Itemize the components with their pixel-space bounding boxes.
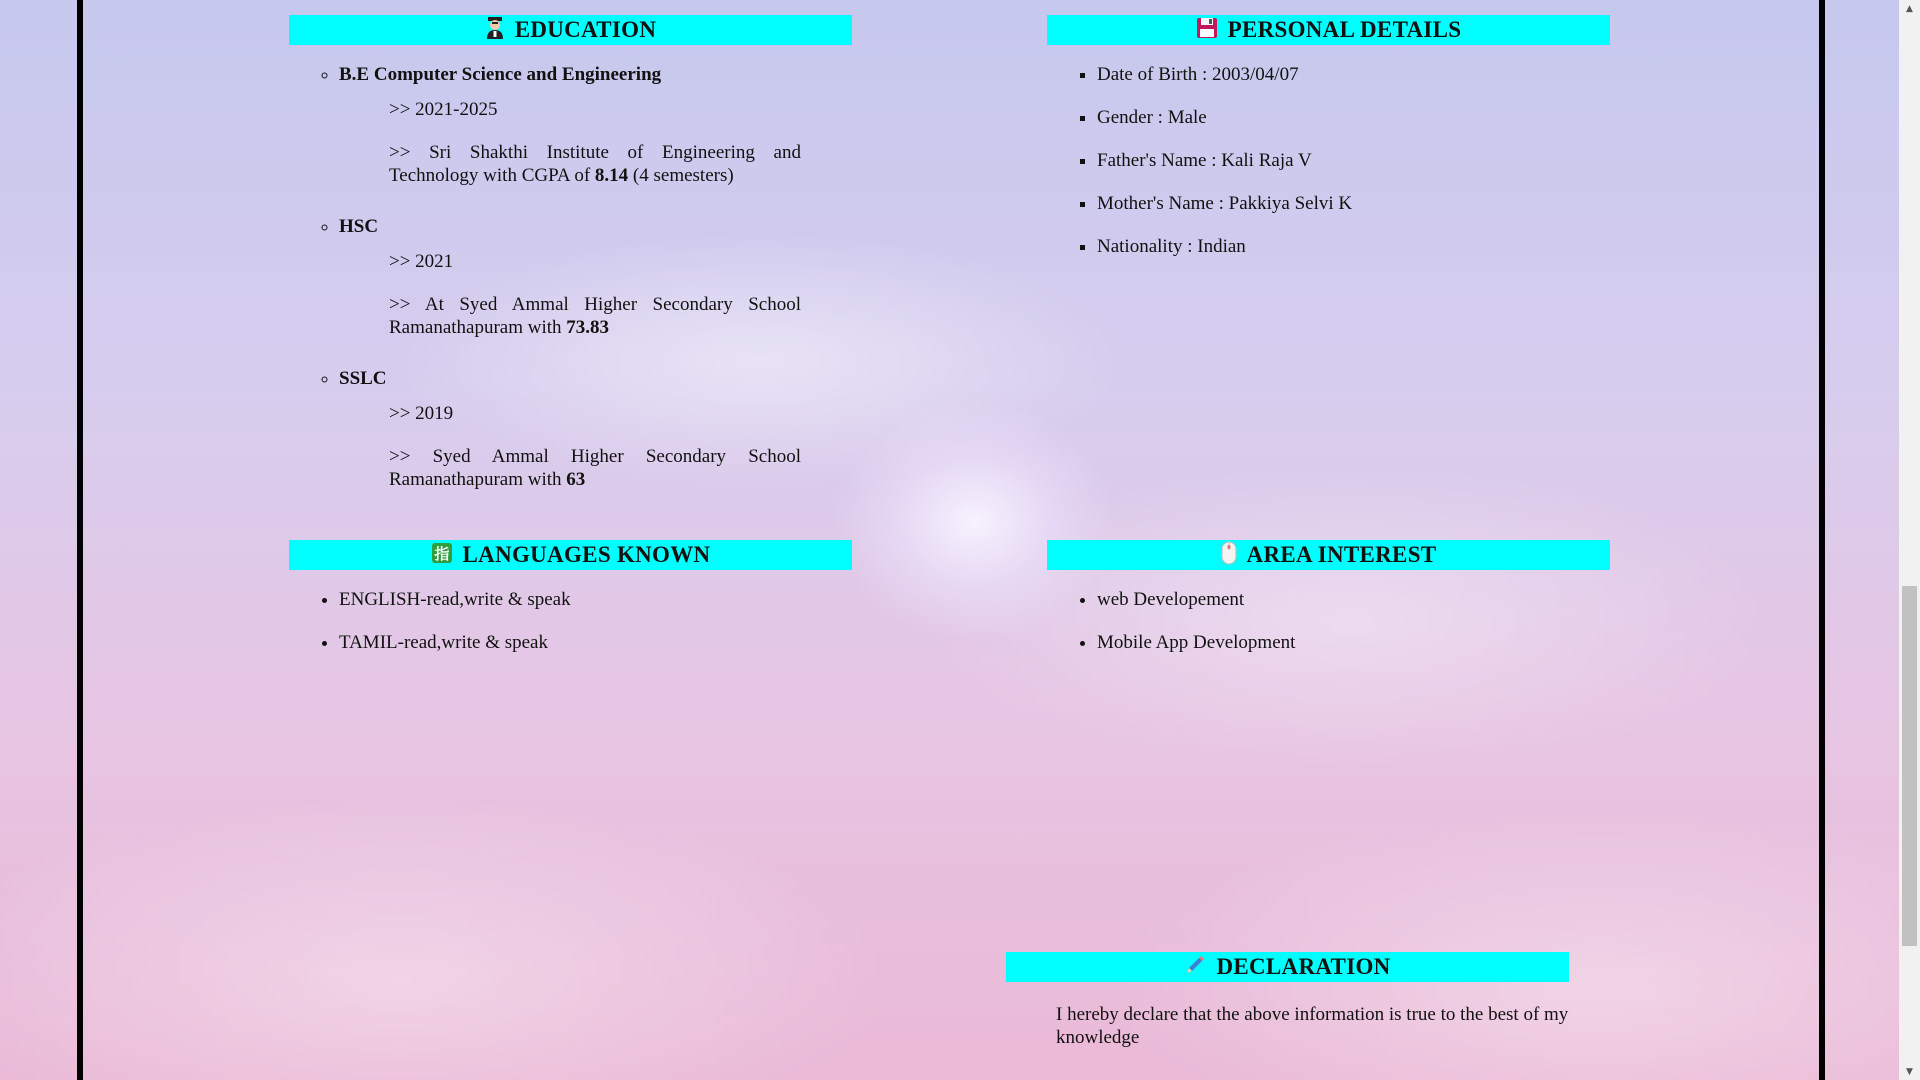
languages-title: LANGUAGES KNOWN <box>462 542 711 567</box>
language-item: • TAMIL-read,write & speak <box>339 623 852 666</box>
education-section <box>289 15 852 511</box>
vertical-scrollbar[interactable] <box>1899 0 1920 1080</box>
education-item-score: 8.14 <box>594 165 629 186</box>
declaration-header <box>1006 952 1569 982</box>
education-item-years: >> 2021 <box>389 251 454 272</box>
svg-text:指: 指 <box>433 544 450 563</box>
education-header <box>289 15 852 45</box>
scrollbar-thumb[interactable] <box>1902 586 1917 946</box>
area-interest-header <box>1047 540 1610 570</box>
graduate-icon <box>485 16 505 45</box>
education-item-score: 73.83 <box>566 317 610 338</box>
education-item-detail: >> At Syed Ammal Higher Secondary School Ramanathapuram with 73.83 <box>389 294 801 338</box>
education-item-detail: >> Syed Ammal Higher Secondary School Ramanathapuram with 63 <box>389 446 801 490</box>
languages-header <box>289 540 852 570</box>
education-item-title: ◦ HSC <box>339 216 379 237</box>
floppy-disk-icon <box>1196 17 1218 44</box>
education-item-detail: >> Sri Shakthi Institute of Engineering and Technology with CGPA of 8.14 (4 semesters) <box>389 142 801 186</box>
personal-details-section <box>1047 15 1610 270</box>
personal-detail-item: ▪ Date of Birth : 2003/04/07 <box>1097 55 1610 98</box>
education-item <box>339 359 852 491</box>
personal-details-title: PERSONAL DETAILS <box>1227 17 1462 42</box>
personal-detail-item: ▪ Gender : Male <box>1097 98 1610 141</box>
education-item <box>339 207 852 339</box>
area-interest-list <box>1047 580 1610 666</box>
education-item-title: ◦ B.E Computer Science and Engineering <box>339 64 662 85</box>
education-item-years: >> 2021-2025 <box>389 99 498 120</box>
language-item: • ENGLISH-read,write & speak <box>339 580 852 623</box>
personal-details-list <box>1047 55 1610 270</box>
interest-item: • Mobile App Development <box>1097 623 1610 666</box>
language-icon <box>431 542 453 569</box>
scroll-down-arrow-icon[interactable]: ▼ <box>1906 1066 1913 1077</box>
pencil-icon <box>1184 954 1206 981</box>
declaration-title: DECLARATION <box>1216 954 1391 979</box>
mouse-icon <box>1221 541 1237 570</box>
scroll-up-arrow-icon[interactable]: ▲ <box>1906 3 1913 14</box>
education-item-years: >> 2019 <box>389 403 454 424</box>
personal-detail-item: ▪ Father's Name : Kali Raja V <box>1097 141 1610 184</box>
area-interest-section <box>1047 540 1610 666</box>
personal-details-header <box>1047 15 1610 45</box>
education-item <box>339 55 852 187</box>
interest-item: • web Developement <box>1097 580 1610 623</box>
education-item-score: 63 <box>566 469 586 490</box>
area-interest-title: AREA INTEREST <box>1246 542 1437 567</box>
declaration-section <box>1006 952 1569 1049</box>
education-item-title: ◦ SSLC <box>339 368 387 389</box>
personal-detail-item: ▪ Nationality : Indian <box>1097 227 1610 270</box>
languages-section <box>289 540 852 666</box>
personal-detail-item: ▪ Mother's Name : Pakkiya Selvi K <box>1097 184 1610 227</box>
education-title: EDUCATION <box>514 17 657 42</box>
education-list <box>289 55 852 491</box>
page-border-left <box>77 0 83 1080</box>
declaration-text: I hereby declare that the above information is true to the best of my knowledge <box>1056 1004 1569 1048</box>
languages-list <box>289 580 852 666</box>
page-border-right <box>1819 0 1825 1080</box>
